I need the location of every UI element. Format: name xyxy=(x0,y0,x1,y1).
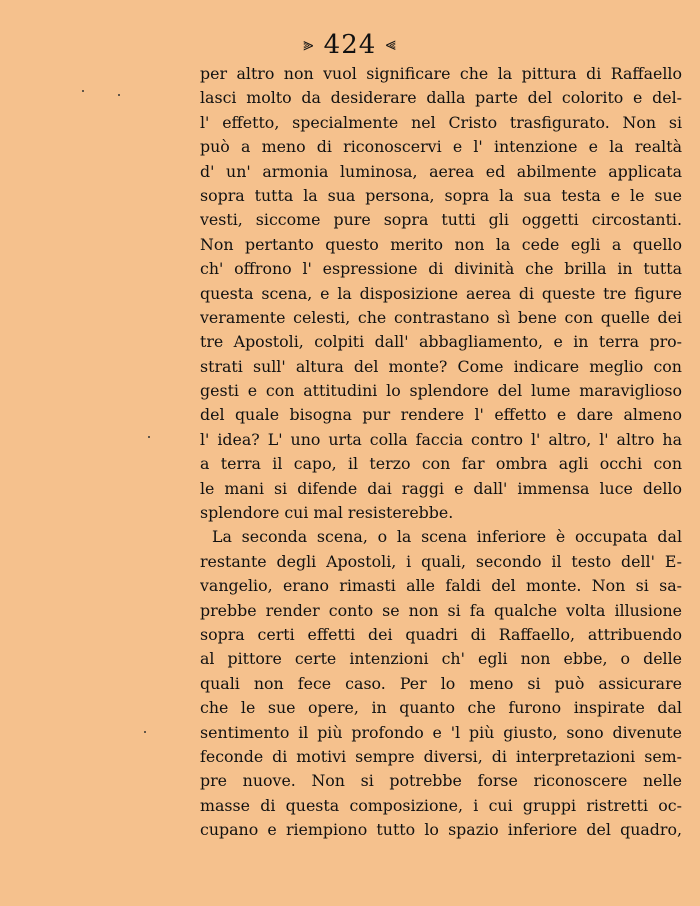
right-ornament: ⫷ xyxy=(385,34,397,55)
text-line: prebbe render conto se non si fa qualche volta illusione xyxy=(200,600,682,620)
text-line: vangelio, erano rimasti alle faldi del monte. Non si sa- xyxy=(200,576,682,596)
text-line: sentimento il più profondo e 'l più giusto, sono divenute xyxy=(200,722,682,742)
paper-speck xyxy=(148,436,150,438)
page-number-value: 424 xyxy=(323,30,377,60)
text-line: quali non fece caso. Per lo meno si può assicurare xyxy=(200,673,682,693)
text-line: per altro non vuol significare che la pittura di Raffaello xyxy=(200,64,682,83)
text-line: tre Apostoli, colpiti dall' abbagliamento, e in terra pro- xyxy=(200,332,682,352)
text-line: sopra certi effetti dei quadri di Raffaello, attribuendo xyxy=(200,624,682,644)
paper-speck xyxy=(82,90,84,92)
text-line: Non pertanto questo merito non la cede egli a quello xyxy=(200,234,682,254)
text-line: masse di questa composizione, i cui gruppi ristretti oc- xyxy=(200,795,682,815)
text-line: cupano e riempiono tutto lo spazio inferiore del quadro, xyxy=(200,820,682,840)
text-line: gesti e con attitudini lo splendore del lume maraviglioso xyxy=(200,381,682,401)
text-line: al pittore certe intenzioni ch' egli non ebbe, o delle xyxy=(200,649,682,669)
paper-speck xyxy=(118,94,120,96)
text-line: le mani si difende dai raggi e dall' immensa luce dello xyxy=(200,478,682,498)
text-line: d' un' armonia luminosa, aerea ed abilmente applicata xyxy=(200,161,682,181)
text-line: restante degli Apostoli, i quali, secondo il testo dell' E- xyxy=(200,551,682,571)
text-line: ch' offrono l' espressione di divinità che brilla in tutta xyxy=(200,259,682,279)
text-line: a terra il capo, il terzo con far ombra agli occhi con xyxy=(200,454,682,474)
text-line: pre nuove. Non si potrebbe forse riconoscere nelle xyxy=(200,771,682,791)
text-line: che le sue opere, in quanto che furono inspirate dal xyxy=(200,698,682,718)
text-line: veramente celesti, che contrastano sì bene con quelle dei xyxy=(200,307,682,327)
text-line: questa scena, e la disposizione aerea di queste tre figure xyxy=(200,283,682,303)
paper-speck xyxy=(144,731,146,733)
text-line: strati sull' altura del monte? Come indicare meglio con xyxy=(200,356,682,376)
paragraph-start-line: La seconda scena, o la scena inferiore è occupata dal xyxy=(212,527,682,547)
left-ornament: ⫸ xyxy=(303,34,315,55)
text-line: può a meno di riconoscervi e l' intenzione e la realtà xyxy=(200,137,682,157)
page-number xyxy=(0,30,700,60)
text-line: l' effetto, specialmente nel Cristo trasfigurato. Non si xyxy=(200,112,682,132)
paragraph-end-line: splendore cui mal resisterebbe. xyxy=(200,503,454,523)
text-line: lasci molto da desiderare dalla parte del colorito e del- xyxy=(200,88,682,108)
body-text xyxy=(200,62,682,843)
text-line: feconde di motivi sempre diversi, di interpretazioni sem- xyxy=(200,746,682,766)
text-line: vesti, siccome pure sopra tutti gli oggetti circostanti. xyxy=(200,210,682,230)
text-line: del quale bisogna pur rendere l' effetto e dare almeno xyxy=(200,405,682,425)
text-line: sopra tutta la sua persona, sopra la sua testa e le sue xyxy=(200,185,682,205)
text-line: l' idea? L' uno urta colla faccia contro l' altro, l' altro ha xyxy=(200,429,682,449)
